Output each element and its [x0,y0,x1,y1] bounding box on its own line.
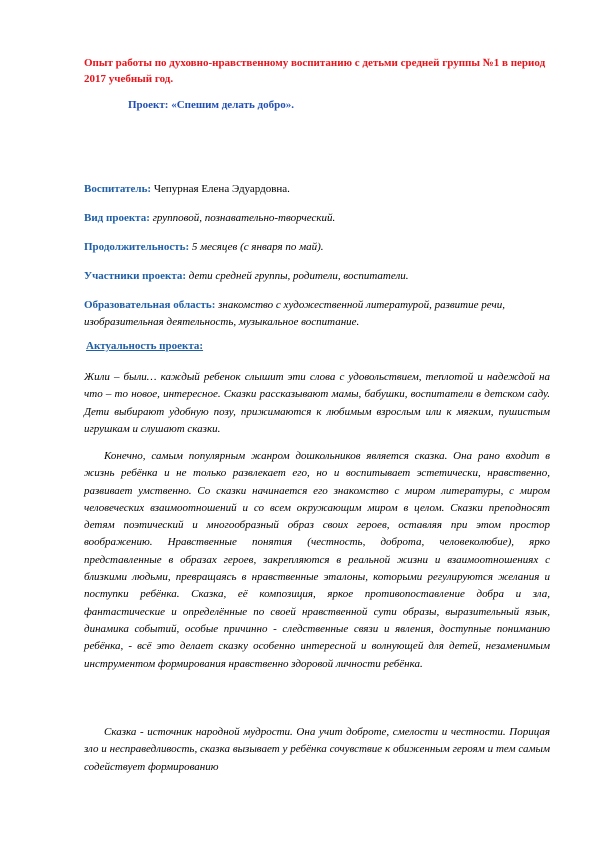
document-title: Опыт работы по духовно-нравственному воспитанию с детьми средней группы №1 в период 2017 учебный год. [84,57,546,85]
field-value: знакомство с художественной литературой, развитие речи, изобразительная деятельность, музыкальное воспитание. [84,299,505,328]
field-label: Образовательная область: [84,299,216,311]
field-label: Воспитатель: [84,183,152,195]
field-value: дети средней группы, родители, воспитатели. [186,270,409,282]
field-label: Участники проекта: [84,270,187,282]
relevance-heading: Актуальность проекта: [86,340,204,352]
project-name: Проект: «Спешим делать добро». [128,99,294,111]
paragraph-2: Конечно, самым популярным жанром дошкольников является сказка. Она рано входит в жизнь ребёнка и не только развлекает его, но и воспитывает эстетически, нравственно, развивает умственно. Со сказки начинается его знакомство с миром литературы, с миром человеческих взаимоотношений и со всем окружающим миром в целом. Сказки преподносят детям поэтический и многообразный образ своих героев, оставляя при этом простор воображению. Нравственные понятия (честность, доброта, человеколюбие), ярко представленные в образах героев, закрепляются в реальной жизни и взаимоотношениях с близкими людьми, превращаясь в нравственные эталоны, которыми регулируются желания и поступки ребёнка. Сказка, её композиция, яркое противопоставление добра и зла, фантастические и определённые по своей нравственной сути образы, выразительный язык, динамика событий, особые причинно - следственные связи и явления, доступные пониманию ребёнка, - всё это делает сказку особенно интересной и волнующей для детей, незаменимым инструментом формирования нравственно здоровой личности ребёнка. [84,450,550,670]
field-duration [84,239,554,256]
paragraph-1: Жили – были… каждый ребенок слышит эти слова с удовольствием, теплотой и надеждой на что – то новое, интересное. Сказки рассказывают мамы, бабушки, воспитатели в детском саду. Дети выбирают удобную позу, прижимаются к любимым взрослым или к мягким, пушистым игрушкам и слушают сказки. [84,371,550,435]
field-participants [84,268,554,285]
field-project-type [84,210,554,227]
field-label: Продолжительность: [84,241,190,253]
field-value: 5 месяцев (с января по май). [189,241,324,253]
field-teacher [84,181,554,198]
field-value: групповой, познавательно-творческий. [149,212,336,224]
paragraph-3: Сказка - источник народной мудрости. Она учит доброте, смелости и честности. Порицая зло и несправедливость, сказка вызывает у ребёнка сочувствие к обиженным героям и тем самым содействует формированию [84,726,550,773]
field-value: Чепурная Елена Эдуардовна. [151,183,290,195]
field-label: Вид проекта: [84,212,150,224]
field-education-area [84,297,554,331]
